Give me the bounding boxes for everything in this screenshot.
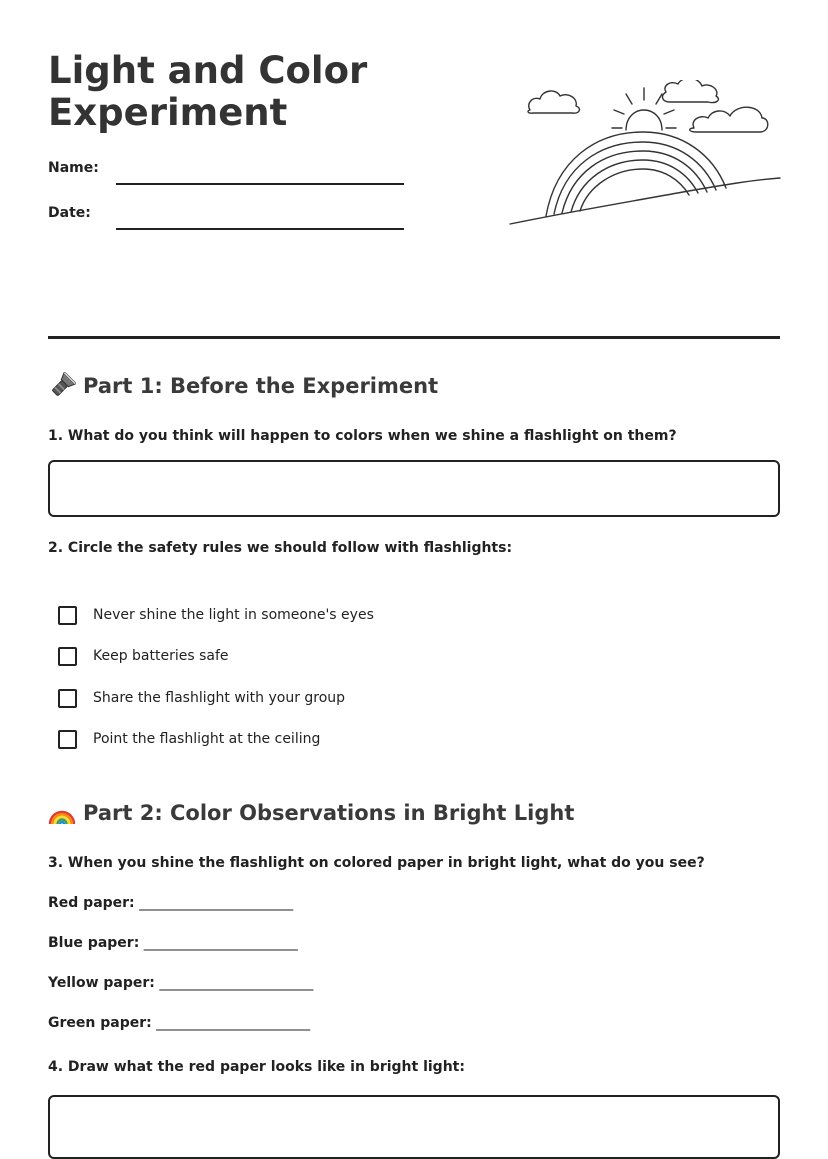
checkbox[interactable] — [58, 606, 77, 625]
safety-rule-2[interactable] — [58, 644, 229, 668]
question-3: 3. When you shine the flashlight on colored paper in bright light, what do you see? — [48, 855, 705, 871]
rainbow-icon — [48, 799, 76, 827]
safety-rule-label: Point the flashlight at the ceiling — [93, 731, 321, 747]
observation-label: Yellow paper: — [48, 975, 155, 991]
observation-red[interactable] — [48, 895, 293, 911]
part1-heading — [48, 372, 438, 400]
rainbow-sun-clouds-icon — [508, 80, 782, 230]
part2-heading — [48, 799, 574, 827]
observation-label: Blue paper: — [48, 935, 140, 951]
part1-heading-text: Part 1: Before the Experiment — [83, 374, 439, 398]
title-line-1: Light and Color — [48, 49, 368, 92]
safety-rule-label: Never shine the light in someone's eyes — [93, 607, 374, 623]
name-line[interactable] — [116, 183, 404, 185]
date-label: Date: — [48, 205, 91, 221]
observation-yellow[interactable] — [48, 975, 313, 991]
observation-green[interactable] — [48, 1015, 310, 1031]
safety-rule-1[interactable] — [58, 603, 374, 627]
date-field[interactable] — [48, 205, 408, 235]
answer-box-1[interactable] — [48, 460, 780, 517]
observation-label: Red paper: — [48, 895, 135, 911]
checkbox[interactable] — [58, 730, 77, 749]
checkbox[interactable] — [58, 647, 77, 666]
observation-blank[interactable]: ______________________ — [159, 975, 314, 991]
question-4: 4. Draw what the red paper looks like in bright light: — [48, 1059, 465, 1075]
checkbox[interactable] — [58, 689, 77, 708]
question-2: 2. Circle the safety rules we should follow with flashlights: — [48, 540, 513, 556]
question-1: 1. What do you think will happen to colors when we shine a flashlight on them? — [48, 428, 677, 444]
worksheet-title — [48, 50, 468, 134]
observation-blank[interactable]: ______________________ — [143, 935, 298, 951]
section-divider — [48, 336, 780, 339]
part2-heading-text: Part 2: Color Observations in Bright Light — [83, 801, 575, 825]
name-field[interactable] — [48, 160, 408, 190]
name-label: Name: — [48, 160, 99, 176]
observation-blank[interactable]: ______________________ — [156, 1015, 311, 1031]
observation-blank[interactable]: ______________________ — [139, 895, 294, 911]
drawing-box[interactable] — [48, 1095, 780, 1159]
title-line-2: Experiment — [48, 91, 288, 134]
safety-rule-label: Share the flashlight with your group — [93, 690, 346, 706]
safety-rule-3[interactable] — [58, 686, 345, 710]
safety-rule-label: Keep batteries safe — [93, 648, 229, 664]
flashlight-icon — [48, 372, 76, 400]
safety-rule-4[interactable] — [58, 727, 320, 751]
date-line[interactable] — [116, 228, 404, 230]
observation-label: Green paper: — [48, 1015, 152, 1031]
observation-blue[interactable] — [48, 935, 298, 951]
